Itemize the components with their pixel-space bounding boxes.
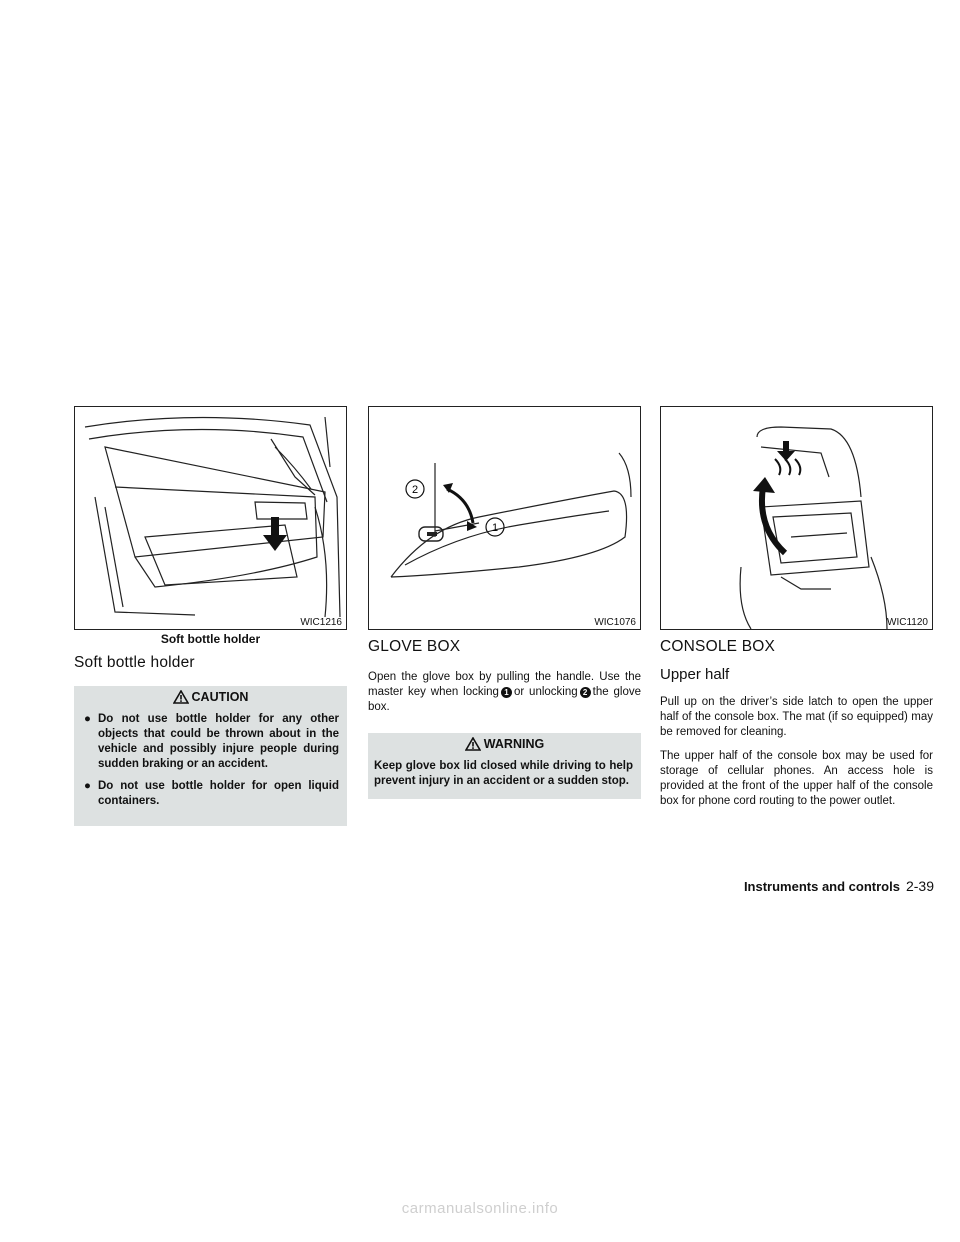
glove-box-paragraph: [368, 670, 641, 715]
bullet-icon: ●: [84, 713, 91, 725]
callout-1: 1: [491, 522, 499, 534]
section-heading: CONSOLE BOX: [660, 638, 776, 655]
para-text: or unlocking: [513, 686, 578, 698]
section-heading: GLOVE BOX: [368, 638, 461, 655]
para-text: Open the glove box by pulling the handle. Use the master key when locking: [368, 671, 641, 698]
warning-title: [368, 737, 641, 751]
figure-code: WIC1120: [887, 617, 928, 628]
console-paragraph-1: Pull up on the driver’s side latch to open the upper half of the console box. The mat (if so equipped) may be removed for cleaning.: [660, 696, 933, 738]
warning-triangle-icon: [465, 737, 481, 751]
figure-glove-box: [368, 406, 641, 630]
figure-console-box: [660, 406, 933, 630]
list-item-text: Do not use bottle holder for open liquid containers.: [98, 780, 339, 807]
glove-box-illustration: [369, 407, 640, 629]
warning-triangle-icon: [173, 690, 189, 704]
para-text: the glove box.: [368, 686, 641, 713]
figure-code: WIC1216: [300, 617, 342, 628]
section-heading: Soft bottle holder: [74, 654, 195, 671]
page-number: 2-39: [905, 878, 934, 894]
console-box-illustration: [661, 407, 932, 629]
footer-section-title: Instruments and controls: [743, 879, 900, 894]
column-glove-box: [368, 406, 641, 799]
caution-box: [74, 686, 347, 826]
page-footer: [744, 878, 934, 894]
warning-label: WARNING: [483, 737, 545, 751]
figure-code: WIC1076: [594, 617, 636, 628]
list-item: [84, 779, 339, 809]
bullet-icon: ●: [84, 780, 91, 792]
watermark: carmanualsonline.info: [401, 1200, 559, 1217]
figure-caption: Soft bottle holder: [160, 632, 261, 646]
figure-door-panel: [74, 406, 347, 630]
list-item: [84, 712, 339, 772]
callout-badge-2: 2: [580, 687, 591, 698]
list-item-text: Do not use bottle holder for any other objects that could be thrown about in the vehicle and possibly injure people during sudden braking or an accident.: [98, 713, 339, 770]
caution-list: [74, 712, 347, 809]
console-paragraph-2: The upper half of the console box may be used for storage of cellular phones. An access hole is provided at the front of the upper half of the console box for phone cord routing to the power outlet.: [660, 750, 933, 807]
caution-title: [74, 690, 347, 704]
callout-2: 2: [411, 484, 419, 496]
door-panel-illustration: [75, 407, 346, 629]
column-console-box: [660, 406, 933, 818]
caution-label: CAUTION: [191, 690, 249, 704]
callout-badge-1: 1: [501, 687, 512, 698]
column-soft-bottle-holder: [74, 406, 347, 826]
warning-box: [368, 733, 641, 799]
warning-text: Keep glove box lid closed while driving to help prevent injury in an accident or a sudden stop.: [374, 760, 633, 787]
subsection-heading: Upper half: [660, 666, 730, 683]
